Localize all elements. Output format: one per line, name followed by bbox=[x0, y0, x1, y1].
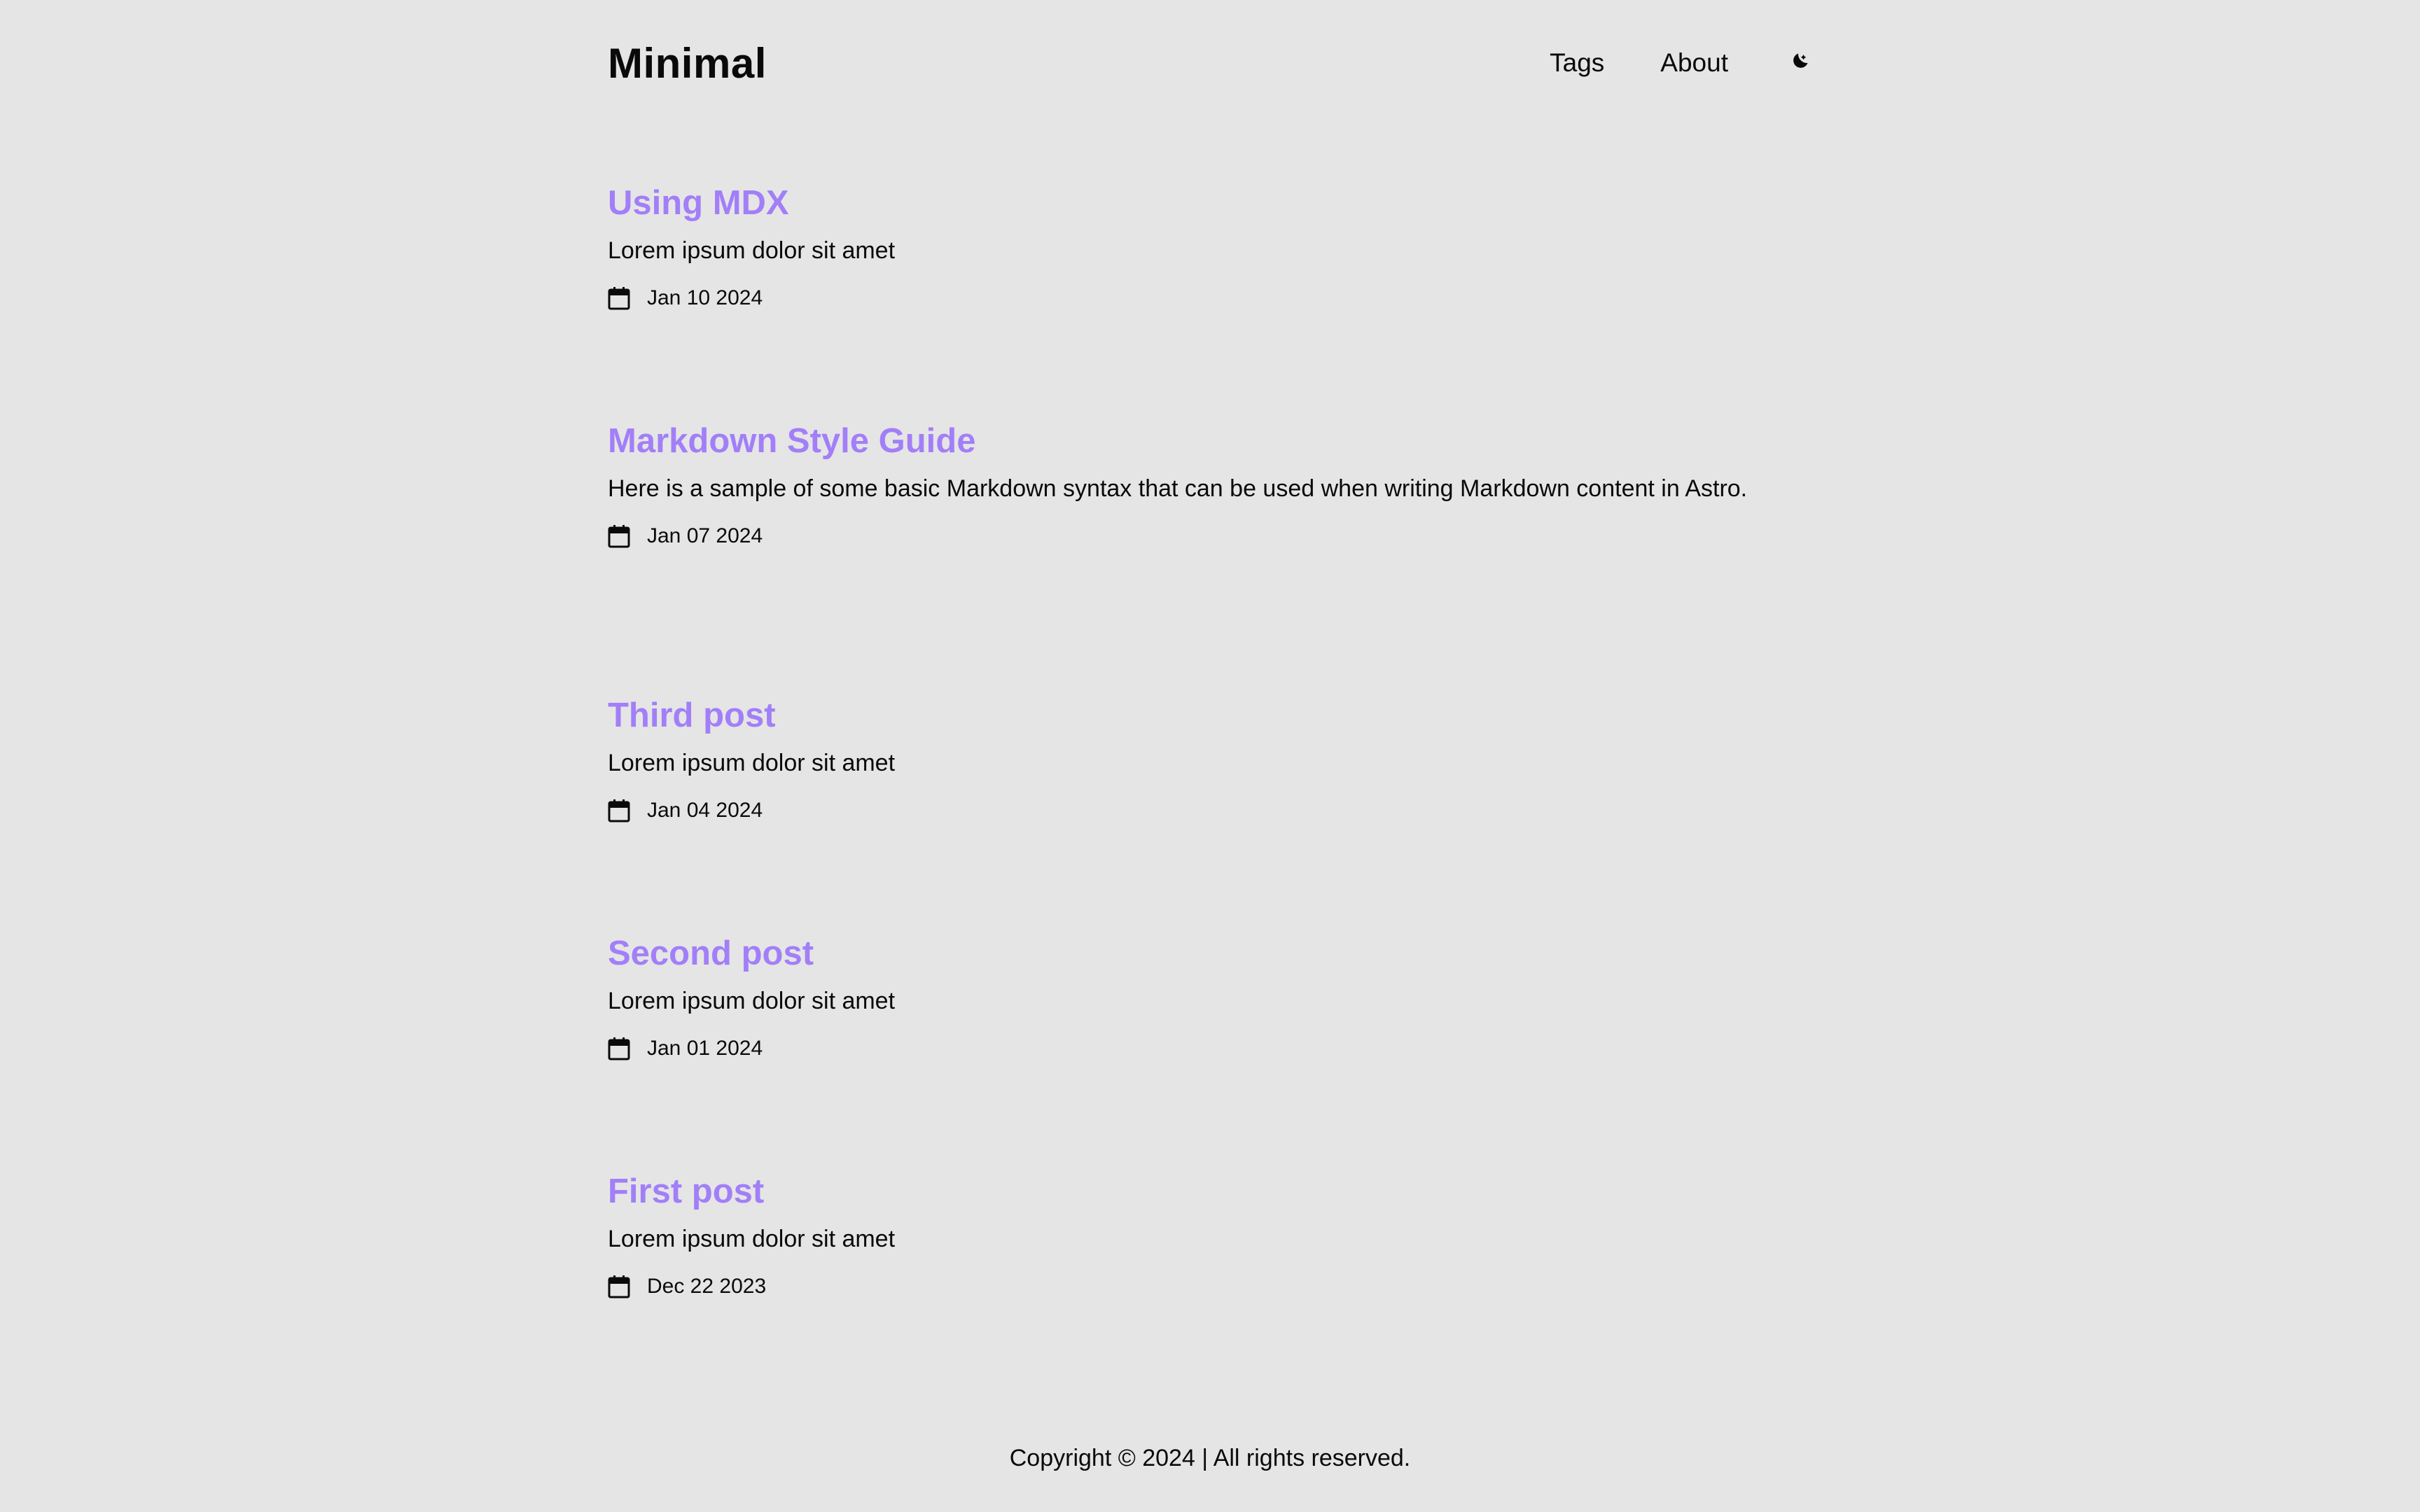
post-item bbox=[608, 687, 895, 825]
calendar-icon bbox=[608, 1037, 630, 1060]
copyright-text: Copyright © 2024 | All rights reserved. bbox=[1009, 1445, 1411, 1471]
post-title-link[interactable]: Using MDX bbox=[608, 184, 789, 222]
calendar-icon bbox=[608, 524, 630, 548]
post-item bbox=[608, 925, 895, 1063]
main-nav bbox=[1550, 48, 1812, 78]
post-description: Lorem ipsum dolor sit amet bbox=[608, 750, 896, 776]
calendar-icon bbox=[608, 799, 630, 822]
post-meta bbox=[608, 797, 895, 825]
calendar-icon bbox=[608, 286, 630, 310]
post-title-link[interactable]: First post bbox=[608, 1172, 765, 1210]
post-meta bbox=[608, 1035, 895, 1063]
nav-link-tags[interactable]: Tags bbox=[1550, 48, 1605, 77]
post-meta bbox=[608, 284, 895, 312]
site-header bbox=[608, 35, 1812, 91]
post-description: Lorem ipsum dolor sit amet bbox=[608, 988, 896, 1014]
site-logo-link[interactable]: Minimal bbox=[608, 39, 767, 87]
post-date: Dec 22 2023 bbox=[647, 1275, 767, 1298]
post-date: Jan 01 2024 bbox=[647, 1037, 763, 1060]
calendar-icon bbox=[608, 1275, 630, 1298]
post-item bbox=[608, 175, 895, 312]
post-description: Lorem ipsum dolor sit amet bbox=[608, 237, 896, 264]
post-meta bbox=[608, 1273, 895, 1301]
moon-star-icon bbox=[1786, 50, 1811, 76]
post-item bbox=[608, 1163, 895, 1301]
post-title-link[interactable]: Second post bbox=[608, 934, 814, 972]
post-date: Jan 04 2024 bbox=[647, 799, 763, 822]
post-item bbox=[608, 413, 1812, 550]
nav-link-about[interactable]: About bbox=[1660, 48, 1728, 77]
post-description: Lorem ipsum dolor sit amet bbox=[608, 1226, 896, 1252]
post-date: Jan 10 2024 bbox=[647, 286, 763, 309]
post-date: Jan 07 2024 bbox=[647, 524, 763, 547]
post-title-link[interactable]: Markdown Style Guide bbox=[608, 422, 976, 460]
post-meta bbox=[608, 522, 1812, 550]
theme-toggle-button[interactable] bbox=[1784, 49, 1812, 77]
post-title-link[interactable]: Third post bbox=[608, 696, 776, 734]
site-footer bbox=[0, 1445, 2420, 1472]
post-description: Here is a sample of some basic Markdown syntax that can be used when writing Markdown content in Astro. bbox=[608, 475, 1748, 502]
